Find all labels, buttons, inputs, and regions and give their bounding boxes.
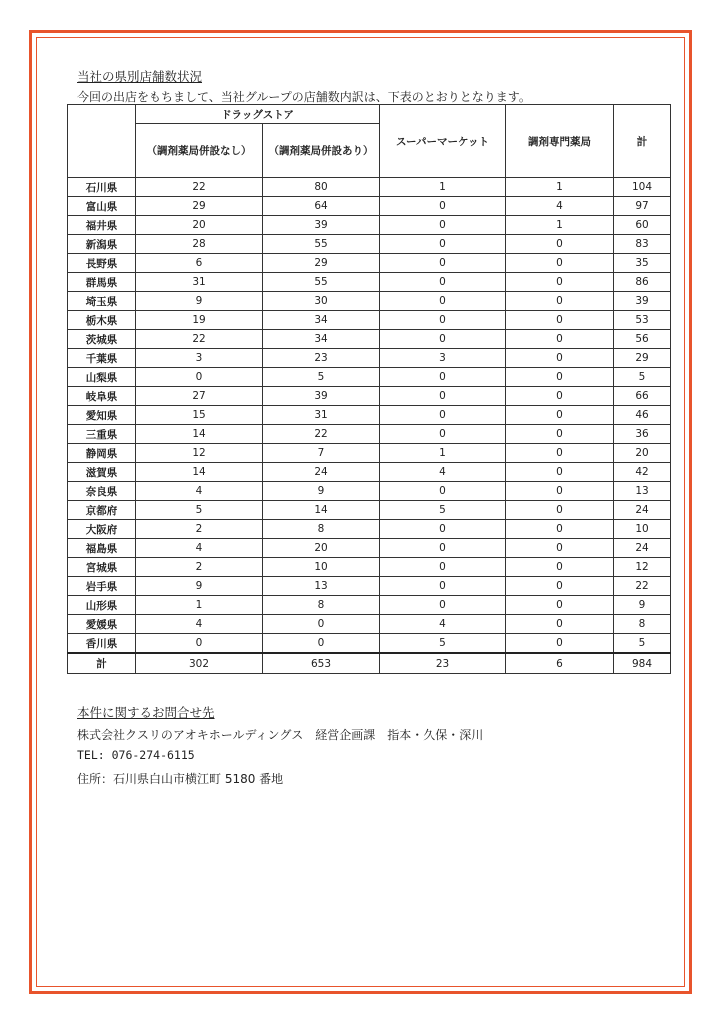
count-cell: 24 <box>263 463 380 482</box>
total-cell: 23 <box>380 653 506 674</box>
count-cell: 1 <box>380 444 506 463</box>
count-cell: 5 <box>136 501 263 520</box>
total-label: 計 <box>68 653 136 674</box>
count-cell: 80 <box>263 178 380 197</box>
count-cell: 14 <box>136 425 263 444</box>
count-cell: 0 <box>136 634 263 654</box>
count-cell: 5 <box>614 368 671 387</box>
count-cell: 23 <box>263 349 380 368</box>
count-cell: 29 <box>614 349 671 368</box>
header-dispensing-pharmacy: 調剤専門薬局 <box>506 105 614 178</box>
count-cell: 0 <box>506 273 614 292</box>
table-row <box>68 520 671 539</box>
count-cell: 6 <box>136 254 263 273</box>
prefecture-cell: 奈良県 <box>68 482 136 501</box>
count-cell: 0 <box>380 539 506 558</box>
count-cell: 0 <box>380 520 506 539</box>
table-row <box>68 501 671 520</box>
table-row <box>68 463 671 482</box>
count-cell: 0 <box>506 330 614 349</box>
header-with-pharmacy: （調剤薬局併設あり） <box>263 124 380 178</box>
count-cell: 39 <box>263 387 380 406</box>
count-cell: 1 <box>506 178 614 197</box>
table-row <box>68 216 671 235</box>
count-cell: 14 <box>263 501 380 520</box>
count-cell: 55 <box>263 273 380 292</box>
prefecture-cell: 埼玉県 <box>68 292 136 311</box>
count-cell: 0 <box>380 216 506 235</box>
count-cell: 13 <box>263 577 380 596</box>
count-cell: 56 <box>614 330 671 349</box>
count-cell: 0 <box>506 235 614 254</box>
count-cell: 34 <box>263 311 380 330</box>
count-cell: 20 <box>263 539 380 558</box>
table-row <box>68 425 671 444</box>
count-cell: 0 <box>380 197 506 216</box>
count-cell: 0 <box>506 634 614 654</box>
count-cell: 19 <box>136 311 263 330</box>
count-cell: 31 <box>263 406 380 425</box>
table-row <box>68 273 671 292</box>
count-cell: 4 <box>136 615 263 634</box>
header-prefecture <box>68 105 136 178</box>
total-cell: 653 <box>263 653 380 674</box>
count-cell: 83 <box>614 235 671 254</box>
prefecture-cell: 長野県 <box>68 254 136 273</box>
prefecture-cell: 千葉県 <box>68 349 136 368</box>
count-cell: 0 <box>380 425 506 444</box>
count-cell: 3 <box>380 349 506 368</box>
prefecture-cell: 宮城県 <box>68 558 136 577</box>
count-cell: 64 <box>263 197 380 216</box>
count-cell: 0 <box>506 596 614 615</box>
table-row <box>68 558 671 577</box>
count-cell: 0 <box>506 292 614 311</box>
total-row <box>68 653 671 674</box>
prefecture-cell: 新潟県 <box>68 235 136 254</box>
count-cell: 39 <box>614 292 671 311</box>
count-cell: 0 <box>506 463 614 482</box>
count-cell: 9 <box>263 482 380 501</box>
count-cell: 5 <box>614 634 671 654</box>
prefecture-cell: 石川県 <box>68 178 136 197</box>
count-cell: 55 <box>263 235 380 254</box>
count-cell: 0 <box>380 577 506 596</box>
count-cell: 29 <box>136 197 263 216</box>
count-cell: 9 <box>136 577 263 596</box>
prefecture-cell: 大阪府 <box>68 520 136 539</box>
table-row <box>68 349 671 368</box>
count-cell: 2 <box>136 558 263 577</box>
count-cell: 36 <box>614 425 671 444</box>
table-row <box>68 178 671 197</box>
count-cell: 0 <box>263 615 380 634</box>
table-row <box>68 596 671 615</box>
prefecture-cell: 山梨県 <box>68 368 136 387</box>
total-cell: 984 <box>614 653 671 674</box>
table-row <box>68 235 671 254</box>
count-cell: 0 <box>380 558 506 577</box>
header-total: 計 <box>614 105 671 178</box>
count-cell: 4 <box>380 615 506 634</box>
count-cell: 1 <box>380 178 506 197</box>
prefecture-cell: 岐阜県 <box>68 387 136 406</box>
table-row <box>68 311 671 330</box>
prefecture-cell: 群馬県 <box>68 273 136 292</box>
count-cell: 31 <box>136 273 263 292</box>
count-cell: 0 <box>380 406 506 425</box>
count-cell: 0 <box>506 406 614 425</box>
table-row <box>68 368 671 387</box>
prefecture-cell: 滋賀県 <box>68 463 136 482</box>
count-cell: 0 <box>506 349 614 368</box>
count-cell: 22 <box>136 330 263 349</box>
count-cell: 3 <box>136 349 263 368</box>
count-cell: 22 <box>136 178 263 197</box>
count-cell: 35 <box>614 254 671 273</box>
count-cell: 10 <box>263 558 380 577</box>
count-cell: 0 <box>380 311 506 330</box>
count-cell: 0 <box>506 558 614 577</box>
count-cell: 4 <box>136 482 263 501</box>
count-cell: 0 <box>380 235 506 254</box>
count-cell: 5 <box>380 634 506 654</box>
table-row <box>68 254 671 273</box>
count-cell: 0 <box>506 482 614 501</box>
count-cell: 5 <box>380 501 506 520</box>
table-row <box>68 577 671 596</box>
prefecture-cell: 愛知県 <box>68 406 136 425</box>
header-without-pharmacy: （調剤薬局併設なし） <box>136 124 263 178</box>
count-cell: 0 <box>136 368 263 387</box>
count-cell: 0 <box>380 330 506 349</box>
count-cell: 0 <box>506 387 614 406</box>
count-cell: 30 <box>263 292 380 311</box>
count-cell: 0 <box>263 634 380 654</box>
count-cell: 0 <box>506 444 614 463</box>
count-cell: 104 <box>614 178 671 197</box>
count-cell: 13 <box>614 482 671 501</box>
contact-tel: TEL: 076-274-6115 <box>77 748 195 762</box>
prefecture-cell: 茨城県 <box>68 330 136 349</box>
count-cell: 60 <box>614 216 671 235</box>
count-cell: 15 <box>136 406 263 425</box>
count-cell: 12 <box>136 444 263 463</box>
count-cell: 7 <box>263 444 380 463</box>
contact-title: 本件に関するお問合せ先 <box>77 705 215 720</box>
count-cell: 42 <box>614 463 671 482</box>
count-cell: 22 <box>263 425 380 444</box>
table-row <box>68 539 671 558</box>
header-supermarket: スーパーマーケット <box>380 105 506 178</box>
intro-text: 今回の出店をもちまして、当社グループの店舗数内訳は、下表のとおりとなります。 <box>77 90 531 104</box>
table-row <box>68 292 671 311</box>
count-cell: 0 <box>380 254 506 273</box>
contact-company: 株式会社クスリのアオキホールディングス 経営企画課 指本・久保・深川 <box>77 728 484 742</box>
count-cell: 53 <box>614 311 671 330</box>
prefecture-cell: 山形県 <box>68 596 136 615</box>
count-cell: 0 <box>380 273 506 292</box>
count-cell: 8 <box>263 520 380 539</box>
count-cell: 0 <box>380 482 506 501</box>
table-row <box>68 330 671 349</box>
table-row <box>68 615 671 634</box>
table-row <box>68 197 671 216</box>
count-cell: 0 <box>506 520 614 539</box>
count-cell: 8 <box>614 615 671 634</box>
table-row <box>68 482 671 501</box>
count-cell: 27 <box>136 387 263 406</box>
count-cell: 97 <box>614 197 671 216</box>
count-cell: 20 <box>136 216 263 235</box>
count-cell: 39 <box>263 216 380 235</box>
count-cell: 66 <box>614 387 671 406</box>
count-cell: 4 <box>380 463 506 482</box>
count-cell: 0 <box>506 539 614 558</box>
prefecture-cell: 福井県 <box>68 216 136 235</box>
prefecture-cell: 岩手県 <box>68 577 136 596</box>
count-cell: 28 <box>136 235 263 254</box>
count-cell: 4 <box>136 539 263 558</box>
count-cell: 8 <box>263 596 380 615</box>
store-count-table <box>67 104 671 674</box>
count-cell: 34 <box>263 330 380 349</box>
prefecture-cell: 静岡県 <box>68 444 136 463</box>
count-cell: 9 <box>136 292 263 311</box>
count-cell: 0 <box>506 425 614 444</box>
count-cell: 0 <box>506 501 614 520</box>
count-cell: 5 <box>263 368 380 387</box>
total-cell: 302 <box>136 653 263 674</box>
contact-address: 住所：石川県白山市横江町 5180 番地 <box>77 772 284 786</box>
count-cell: 9 <box>614 596 671 615</box>
count-cell: 0 <box>380 368 506 387</box>
count-cell: 24 <box>614 501 671 520</box>
count-cell: 0 <box>506 254 614 273</box>
count-cell: 86 <box>614 273 671 292</box>
count-cell: 14 <box>136 463 263 482</box>
total-cell: 6 <box>506 653 614 674</box>
count-cell: 0 <box>506 577 614 596</box>
count-cell: 10 <box>614 520 671 539</box>
prefecture-cell: 福島県 <box>68 539 136 558</box>
count-cell: 0 <box>506 368 614 387</box>
count-cell: 1 <box>136 596 263 615</box>
count-cell: 12 <box>614 558 671 577</box>
count-cell: 20 <box>614 444 671 463</box>
prefecture-cell: 京都府 <box>68 501 136 520</box>
prefecture-cell: 三重県 <box>68 425 136 444</box>
table-row <box>68 634 671 654</box>
count-cell: 2 <box>136 520 263 539</box>
page-title: 当社の県別店舗数状況 <box>77 69 203 84</box>
table-row <box>68 387 671 406</box>
count-cell: 24 <box>614 539 671 558</box>
count-cell: 1 <box>506 216 614 235</box>
count-cell: 4 <box>506 197 614 216</box>
table-row <box>68 444 671 463</box>
prefecture-cell: 香川県 <box>68 634 136 654</box>
count-cell: 0 <box>506 615 614 634</box>
count-cell: 0 <box>380 292 506 311</box>
header-drugstore: ドラッグストア <box>136 105 380 124</box>
prefecture-cell: 栃木県 <box>68 311 136 330</box>
count-cell: 29 <box>263 254 380 273</box>
count-cell: 0 <box>506 311 614 330</box>
count-cell: 0 <box>380 387 506 406</box>
prefecture-cell: 愛媛県 <box>68 615 136 634</box>
count-cell: 22 <box>614 577 671 596</box>
prefecture-cell: 富山県 <box>68 197 136 216</box>
count-cell: 0 <box>380 596 506 615</box>
table-row <box>68 406 671 425</box>
count-cell: 46 <box>614 406 671 425</box>
